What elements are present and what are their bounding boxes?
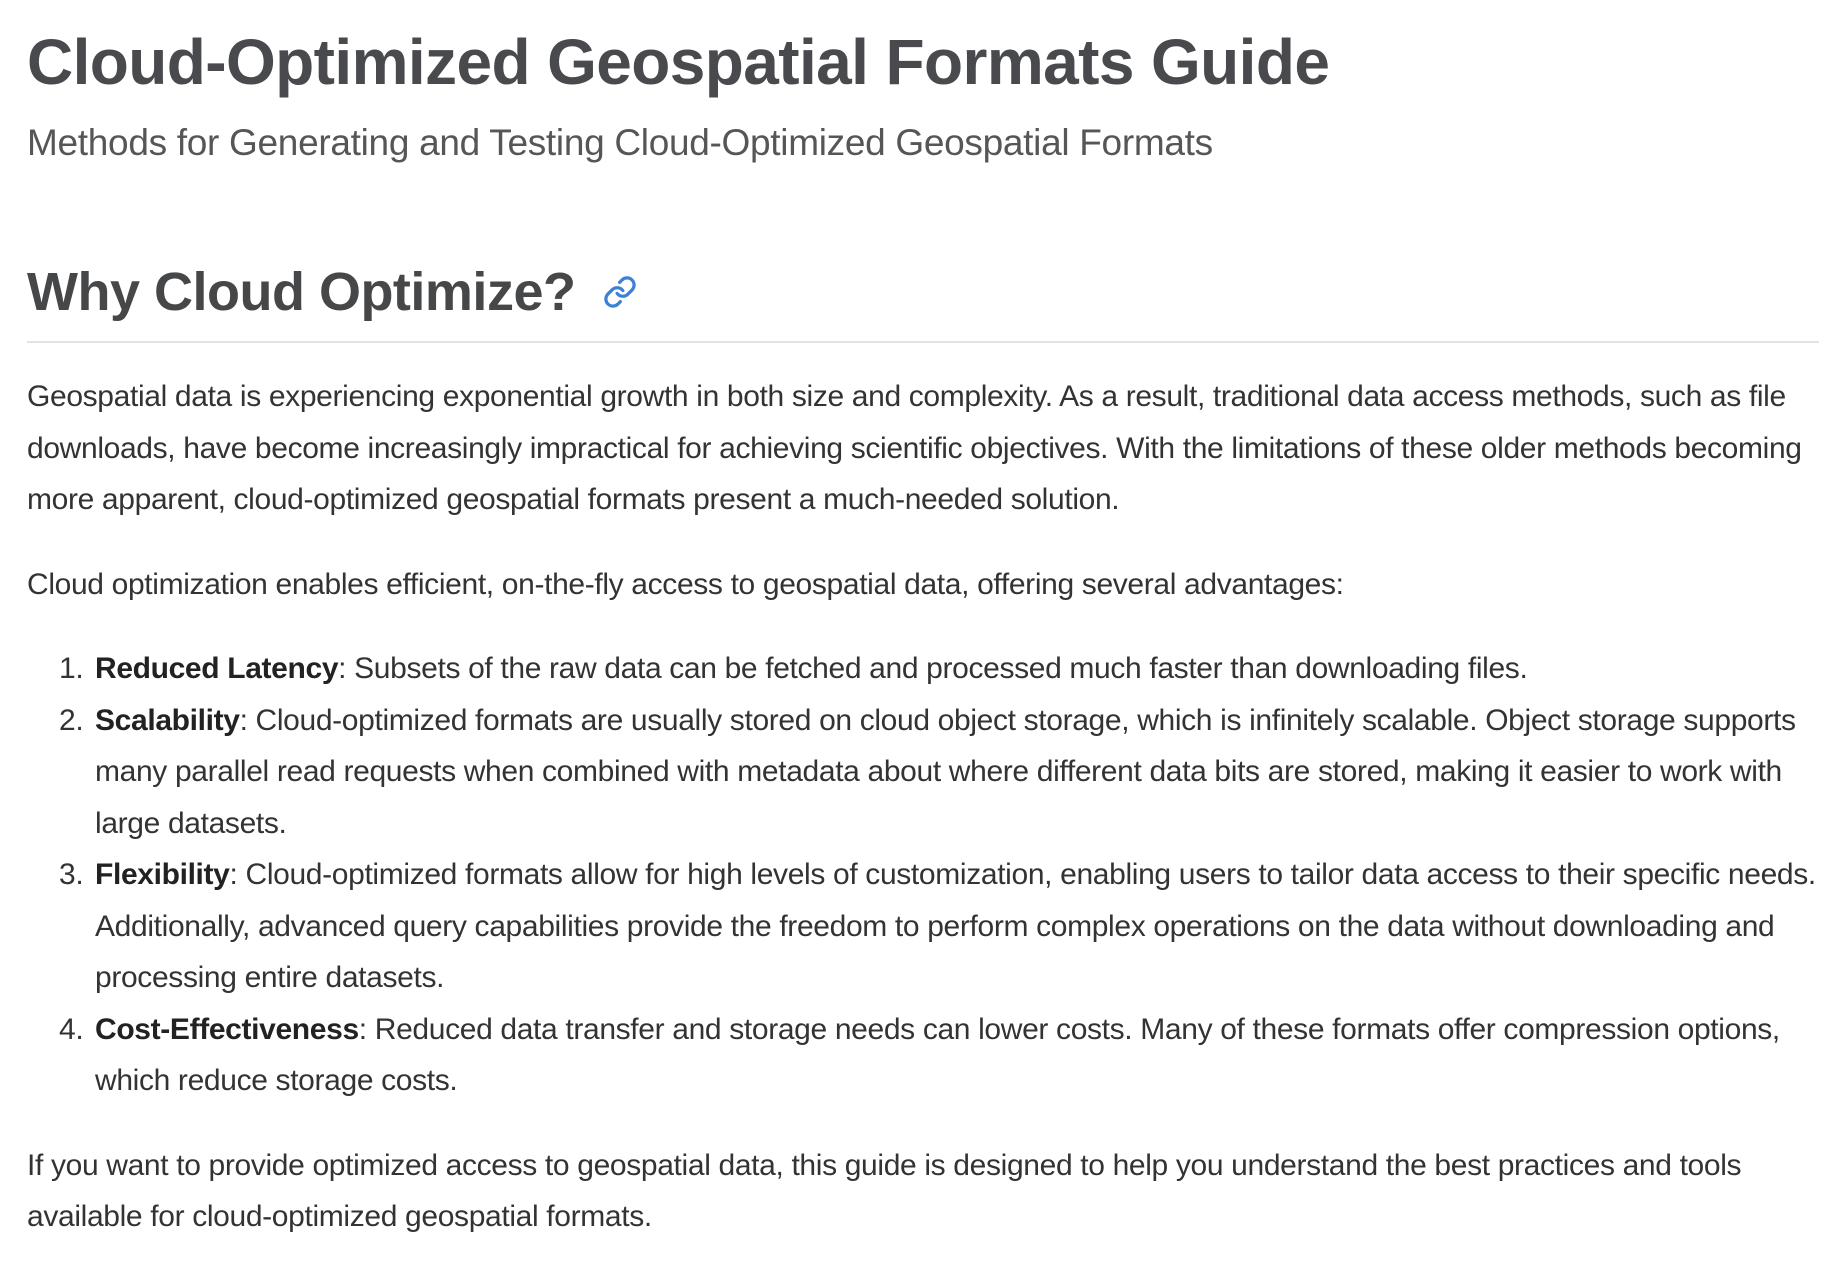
advantages-lead-paragraph: Cloud optimization enables efficient, on-the-fly access to geospatial data, offering several advantages: xyxy=(27,567,1344,601)
list-item-term: Scalability xyxy=(95,703,240,737)
list-item-text: : Cloud-optimized formats allow for high levels of customization, enabling users to tailor data access to their specific needs. Additionally, advanced query capabilities provide the freedom to perform complex operations on the data without downloading and processing entire datasets. xyxy=(95,858,1816,994)
section-title: Why Cloud Optimize? xyxy=(27,262,576,322)
list-item-text: : Cloud-optimized formats are usually stored on cloud object storage, which is infinitely scalable. Object storage supports many parallel read requests when combined with metadata about where different data bits are stored, making it easier to work with large datasets. xyxy=(95,703,1796,840)
list-item xyxy=(27,1004,1819,1107)
list-item-term: Flexibility xyxy=(95,858,230,891)
advantages-list xyxy=(27,643,1819,1107)
section-heading-why-cloud-optimize xyxy=(27,257,1819,343)
list-item xyxy=(27,849,1819,1004)
closing-paragraph: If you want to provide optimized access to geospatial data, this guide is designed to help you understand the best practices and tools available for cloud-optimized geospatial formats. xyxy=(27,1148,1742,1233)
list-item-text: : Subsets of the raw data can be fetched and processed much faster than downloading files. xyxy=(338,652,1528,685)
link-icon xyxy=(603,275,637,309)
page-subtitle: Methods for Generating and Testing Cloud-Optimized Geospatial Formats xyxy=(27,122,1213,163)
section-body xyxy=(27,371,1819,1243)
list-item-number: 2. xyxy=(59,703,84,737)
list-item-text: : Reduced data transfer and storage needs can lower costs. Many of these formats offer compression options, which reduce storage costs. xyxy=(95,1012,1780,1097)
list-item xyxy=(27,695,1819,850)
page-title: Cloud-Optimized Geospatial Formats Guide xyxy=(27,26,1330,98)
list-item xyxy=(27,643,1819,695)
section-anchor-link[interactable] xyxy=(599,271,641,313)
list-item-term: Cost-Effectiveness xyxy=(95,1012,359,1046)
list-item-term: Reduced Latency xyxy=(95,652,339,685)
list-item-number: 3. xyxy=(59,858,84,891)
list-item-number: 4. xyxy=(59,1012,84,1046)
list-item-number: 1. xyxy=(59,652,84,685)
intro-paragraph: Geospatial data is experiencing exponential growth in both size and complexity. As a result, traditional data access methods, such as file downloads, have become increasingly impractical for achieving scientific objectives. With the limitations of these older methods becoming more apparent, cloud-optimized geospatial formats present a much-needed solution. xyxy=(27,380,1802,516)
